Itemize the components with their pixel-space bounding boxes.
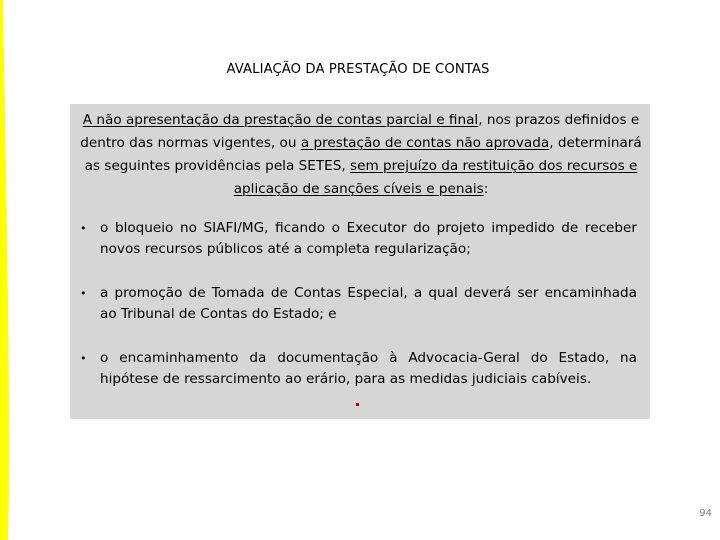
bullet-text: o bloqueio no SIAFI/MG, ficando o Executor do projeto impedido de receber novos recursos públicos até a completa regularização;	[100, 220, 637, 257]
page-title: AVALIAÇÃO DA PRESTAÇÃO DE CONTAS	[226, 62, 490, 77]
left-accent-bar	[0, 0, 11, 540]
intro-text-1: , nos prazos definidos e dentro das normas vigentes, ou	[80, 112, 640, 151]
intro-underline-1: A não apresentação da prestação de contas parcial e final	[82, 112, 479, 128]
bullet-item	[80, 348, 637, 390]
red-dot-mark	[356, 403, 359, 406]
bullet-item	[80, 218, 637, 260]
intro-underline-3: sem prejuízo da restituição dos recursos e aplicação de sanções cíveis e penais	[233, 158, 638, 197]
bullet-marker: •	[80, 222, 87, 235]
intro-text-3: :	[483, 181, 489, 197]
page-number: 94	[699, 508, 712, 519]
intro-paragraph	[78, 109, 644, 201]
intro-underline-2: a prestação de contas não aprovada	[300, 135, 550, 151]
bullet-text: a promoção de Tomada de Contas Especial, a qual deverá ser encaminhada ao Tribunal de Contas do Estado; e	[100, 285, 637, 322]
bullet-marker: •	[80, 352, 87, 365]
bullet-item	[80, 283, 637, 325]
bullet-marker: •	[80, 287, 87, 300]
bullet-text: o encaminhamento da documentação à Advocacia-Geral do Estado, na hipótese de ressarcimento ao erário, para as medidas judiciais cabíveis.	[100, 350, 637, 387]
intro-text-2: , determinará as seguintes providências pela SETES,	[84, 135, 642, 174]
